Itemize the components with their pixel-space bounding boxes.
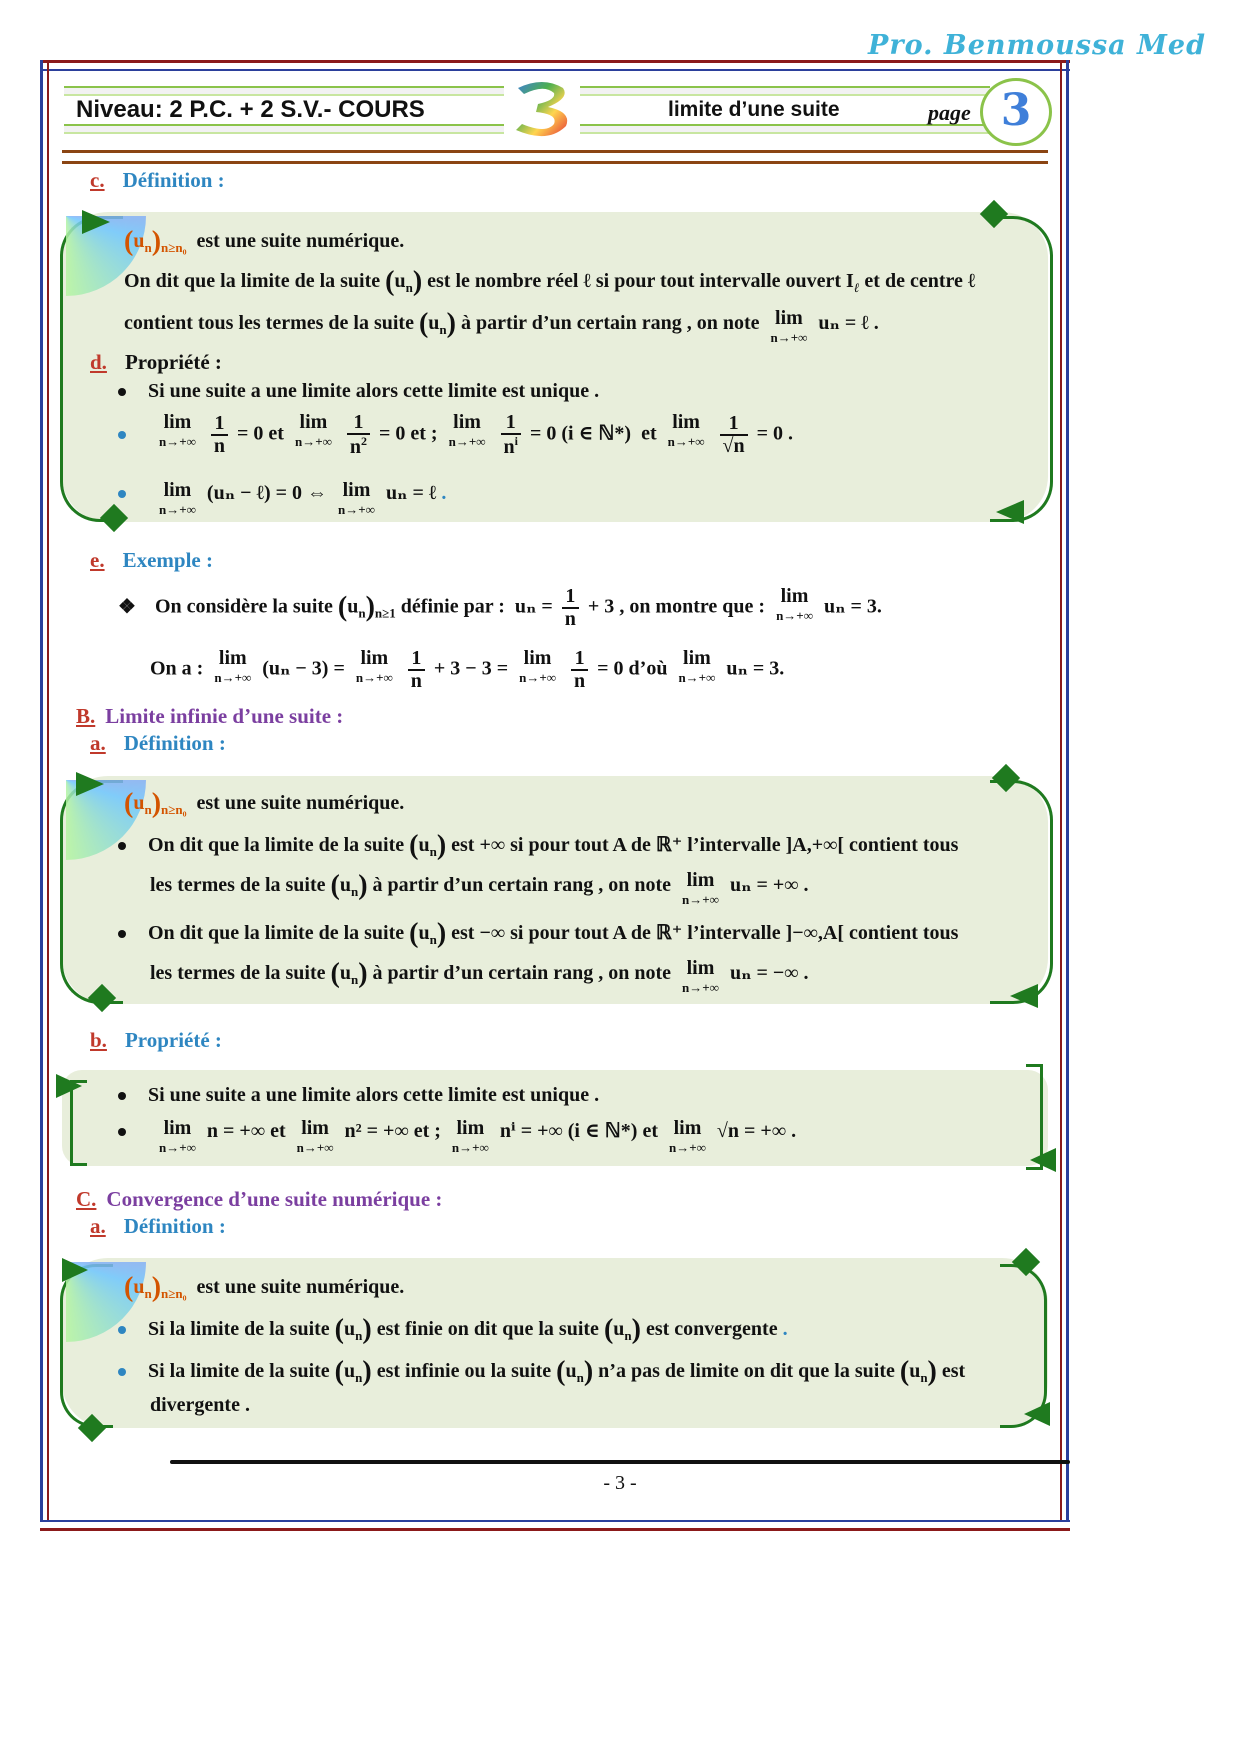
footer-rule xyxy=(170,1460,1070,1464)
section-C-heading xyxy=(76,1187,442,1212)
header-topic: limite d’une suite xyxy=(668,98,840,121)
box2-arrow-topleft-icon xyxy=(76,772,104,796)
section-d-title: Propriété : xyxy=(124,350,222,374)
box1-line1-text: est une suite numérique. xyxy=(196,230,405,252)
box3-left-bracket xyxy=(70,1080,87,1166)
section-Ca-label: a. xyxy=(90,1214,106,1238)
box1-line3: contient tous les termes de la suite $(u_n)$ à partir d’un certain rang , on note lim n→+∞ uₙ = ℓ . xyxy=(124,307,879,345)
page-number: - 3 - xyxy=(603,1472,637,1494)
box1-l2a: On dit que la limite de la suite xyxy=(124,270,381,292)
section-Ba-label: a. xyxy=(90,731,106,755)
box2-item1-line2: les termes de la suite $(u_n)$ à partir d’un certain rang , on note lim n→+∞ uₙ = +∞ . xyxy=(150,869,809,907)
box2-right-arc xyxy=(990,780,1053,1004)
frame-right xyxy=(1060,60,1069,1522)
box4-arrow-topleft-icon xyxy=(62,1258,88,1282)
prop-d-item1 xyxy=(118,380,599,403)
box2-item2-line2: les termes de la suite $(u_n)$ à partir d’un certain rang , on note lim n→+∞ uₙ = −∞ . xyxy=(150,957,809,995)
example-line2: On a : lim n→+∞ (uₙ − 3) = lim n→+∞ $\frac{1}{n}$ + 3 − 3 = lim n→+∞ $\frac{1}{n}$ = 0 d’où lim n→+∞ uₙ = 3. xyxy=(150,647,785,692)
box1-l2c: et de centre ℓ xyxy=(864,270,976,292)
box4-line1: $(u_n)_{n\ge n_0}$ est une suite numérique. xyxy=(124,1272,405,1303)
header-page-word: page xyxy=(928,100,971,125)
header-underline xyxy=(62,150,1048,164)
prop-d-item1-text: Si une suite a une limite alors cette limite est unique . xyxy=(148,380,600,402)
box2-item1-line1: On dit que la limite de la suite $(u_n)$ est +∞ si pour tout A de ℝ⁺ l’intervalle ]A,+∞[ contient tous xyxy=(118,830,958,862)
box4-item2-line2: divergente . xyxy=(150,1394,250,1416)
frame-top xyxy=(40,60,1070,71)
box2-item2-line1: On dit que la limite de la suite $(u_n)$ est −∞ si pour tout A de ℝ⁺ l’intervalle ]−∞,A[ contient tous xyxy=(118,918,958,950)
section-c-heading xyxy=(90,168,225,193)
frame-left xyxy=(40,60,49,1522)
box1-arrow-topleft-icon xyxy=(82,210,110,234)
example-line1: ❖ On considère la suite $(u_n)_{n\ge 1}$ définie par : uₙ = $\frac{1}{n}$ + 3 , on montre que : lim n→+∞ uₙ = 3. xyxy=(118,585,882,630)
section-e-title: Exemple : xyxy=(122,548,213,572)
box3-item1: Si une suite a une limite alors cette limite est unique . xyxy=(118,1084,599,1107)
header-page-number: 3 xyxy=(1000,85,1032,136)
example-diamond-bullet-icon: ❖ xyxy=(118,595,136,618)
box1-l3c: uₙ = ℓ . xyxy=(818,312,879,334)
section-c-label: c. xyxy=(90,168,105,192)
box1-l3b: à partir d’un certain rang , on note xyxy=(460,312,760,334)
section-B-title: Limite infinie d’une suite : xyxy=(105,704,344,728)
header-logo-3 xyxy=(508,78,578,140)
box1-arrow-bottomright-icon xyxy=(996,500,1024,524)
section-d-label: d. xyxy=(90,350,107,374)
box4-item2-line1: Si la limite de la suite $(u_n)$ est infinie ou la suite $(u_n)$ n’a pas de limite on dit que la suite $(u_n)$ est xyxy=(118,1356,965,1388)
box1-line2: On dit que la limite de la suite $(u_n)$ est le nombre réel ℓ si pour tout intervalle ouvert $I_\ell$ et de centre ℓ xyxy=(124,266,976,297)
section-Ba-title: Définition : xyxy=(123,731,226,755)
header-bar-left xyxy=(64,86,504,96)
prop-d-item2: lim n→+∞ $\frac{1}{n}$ = 0 et lim n→+∞ $\frac{1}{n^2}$ = 0 et ; lim n→+∞ $\frac{1}{n^i}$ = 0 (i ∈ ℕ*) et lim n→+∞ $\frac{1}{√n}$ = 0 . xyxy=(118,412,793,458)
box1-line1: $(u_n)_{n\ge n_0}$ est une suite numérique. xyxy=(124,226,405,257)
section-B-heading xyxy=(76,704,343,729)
box1-seq-index: n≥n₀ xyxy=(161,240,187,255)
section-Bb-title: Propriété : xyxy=(124,1028,222,1052)
frame-bottom xyxy=(40,1520,1070,1531)
box1-l3a: contient tous les termes de la suite xyxy=(124,312,414,334)
box1-right-arc xyxy=(990,216,1053,522)
author-signature: Pro. Benmoussa Med xyxy=(868,30,1206,61)
box1-l2b: est le nombre réel ℓ si pour tout intervalle ouvert I xyxy=(427,270,854,292)
section-C-label: C. xyxy=(76,1187,97,1211)
section-Bb-label: b. xyxy=(90,1028,107,1052)
section-c-title: Définition : xyxy=(122,168,225,192)
box4-arrow-bottomright-icon xyxy=(1024,1402,1050,1426)
box2-line1: $(u_n)_{n\ge n_0}$ est une suite numérique. xyxy=(124,788,405,819)
section-e-heading xyxy=(90,548,213,573)
section-C-title: Convergence d’une suite numérique : xyxy=(106,1187,443,1211)
box3-item2: lim n→+∞ n = +∞ et lim n→+∞ n² = +∞ et ; lim n→+∞ nⁱ = +∞ (i ∈ ℕ*) et lim n→+∞ √n = +∞ . xyxy=(118,1118,796,1154)
section-d-heading xyxy=(90,350,222,375)
box3-arrow-right-icon xyxy=(1030,1148,1056,1172)
prop-d-item3: lim n→+∞ (uₙ − ℓ) = 0 ⇔ lim n→+∞ uₙ = ℓ . xyxy=(118,480,446,516)
section-Ca-title: Définition : xyxy=(123,1214,226,1238)
section-e-label: e. xyxy=(90,548,105,572)
section-Ba-heading xyxy=(90,731,226,756)
box4-item1: Si la limite de la suite $(u_n)$ est finie on dit que la suite $(u_n)$ est convergente . xyxy=(118,1314,788,1346)
section-Bb-heading xyxy=(90,1028,222,1053)
header-bar-right xyxy=(580,86,990,96)
header-bar-left-bottom xyxy=(64,124,504,134)
header-page-badge xyxy=(980,78,1052,146)
header-level: Niveau: 2 P.C. + 2 S.V.- COURS xyxy=(76,96,425,123)
box2-arrow-bottomright-icon xyxy=(1010,984,1038,1008)
section-Ca-heading xyxy=(90,1214,226,1239)
section-B-label: B. xyxy=(76,704,96,728)
